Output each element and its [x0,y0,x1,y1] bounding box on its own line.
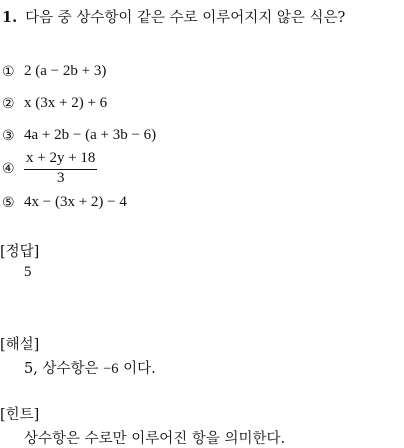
choice-4[interactable] [2,151,97,187]
choice-2-expression: x (3x + 2) + 6 [24,95,108,111]
question-number: 1. [2,9,18,26]
choice-5-mark: ⑤ [2,194,15,211]
explanation-prefix: 5, 상수항은 [24,361,104,377]
choice-4-numerator: x + 2y + 18 [24,151,97,170]
explanation-math: −6 [103,361,119,377]
explanation-suffix: 이다. [118,361,156,377]
choice-4-fraction [24,151,97,187]
choice-3-mark: ③ [2,127,15,144]
question-text: 다음 중 상수항이 같은 수로 이루어지지 않은 식은? [25,10,346,26]
choice-3-expression: 4a + 2b − (a + 3b − 6) [24,127,157,143]
question-stem [2,6,345,27]
choice-1-mark: ① [2,63,15,80]
choice-4-mark: ④ [2,160,15,177]
choice-3[interactable] [2,127,156,144]
choice-2-mark: ② [2,95,15,112]
choice-1[interactable] [2,63,106,80]
choice-4-denominator: 3 [56,169,65,186]
hint-label: [힌트] [0,407,40,423]
choice-5-expression: 4x − (3x + 2) − 4 [24,194,127,210]
choice-2[interactable] [2,95,107,112]
explanation-text [24,357,156,378]
answer-value: 5 [24,264,32,280]
explanation-label: [해설] [0,337,40,353]
answer-label: [정답] [0,244,40,260]
hint-text: 상수항은 수로만 이루어진 항을 의미한다. [24,431,286,447]
choice-5[interactable] [2,194,127,211]
choice-1-expression: 2 (a − 2b + 3) [24,63,107,79]
